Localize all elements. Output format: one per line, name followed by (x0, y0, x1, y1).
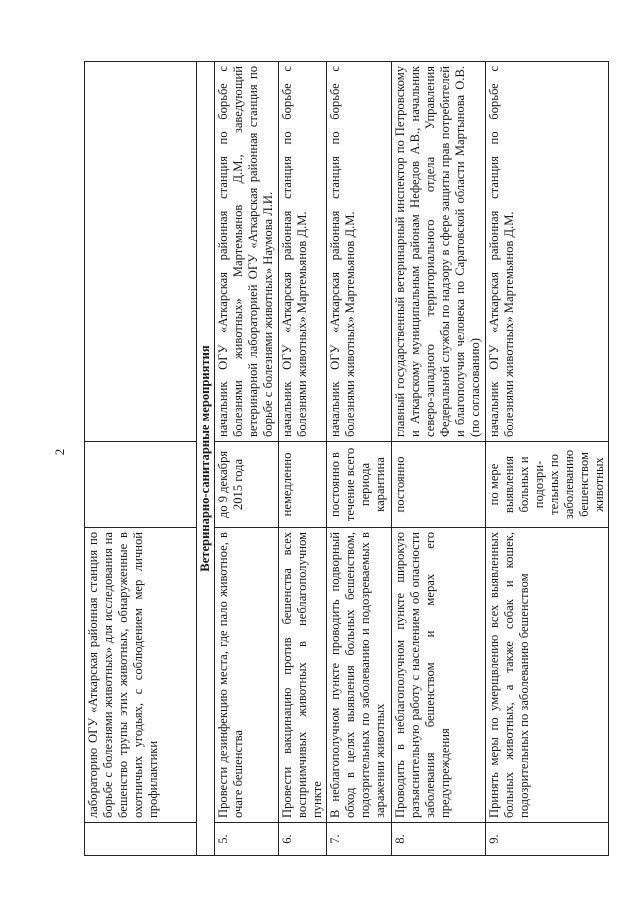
deadline-cell: немедленно (278, 442, 326, 528)
deadline-cell: постоянно в течение всего периода карантина (326, 442, 391, 528)
section-title: Ветеринарно-санитарные мероприятия (197, 62, 215, 856)
section-header-row (197, 62, 215, 856)
row-number: 8. (391, 823, 485, 856)
deadline-cell (85, 442, 197, 528)
row-number: 6. (278, 823, 326, 856)
deadline-cell: постоянно (391, 442, 485, 528)
responsible-cell: начальник ОГУ «Аткарская районная станция по борьбе с болезнями животных» Мартемьянов Д.М. (278, 62, 326, 442)
activity-cell: В неблагополучном пункте проводить подворный обход в целях выявления больных бешенством, подозрительных по заболеванию и подозреваемых в заражении животных (326, 528, 391, 823)
row-number: 7. (326, 823, 391, 856)
responsible-cell: начальник ОГУ «Аткарская районная станция по борьбе с болезнями животных» Мартемьянов Д.М. (485, 62, 609, 442)
row-number: 9. (485, 823, 609, 856)
responsible-cell (85, 62, 197, 442)
page-number: 2 (52, 448, 67, 456)
activity-cell: Провести вакцинацию против бешенства всех восприимчивых животных в неблагополучном пункте (278, 528, 326, 823)
rotated-table-sheet (84, 62, 607, 856)
table-row (391, 62, 485, 856)
activity-cell: Провести дезинфекцию места, где пало животное, в очаге бешенства (215, 528, 278, 823)
deadline-cell: до 9 декабря 2015 года (215, 442, 278, 528)
table-row (215, 62, 278, 856)
responsible-cell: начальник ОГУ «Аткарская районная станция по борьбе с болезнями животных» Мартемьянов Д.М. (326, 62, 391, 442)
measures-table (84, 61, 609, 856)
activity-cell: Принять меры по умерщвлению всех выявленных больных животных, а также собак и кошек, подозрительных по заболеванию бешенством (485, 528, 609, 823)
responsible-cell: главный государственный ветеринарный инспектор по Петровскому и Аткарскому муниципальным районам Нефедов А.В., начальник северо-западного территориального отдела Управления Федеральной службы по надзору в сфере защиты прав потребителей и благополучия человека по Саратовской области Мартынова О.В. (по согласованию) (391, 62, 485, 442)
row-number (85, 823, 197, 856)
table-row (326, 62, 391, 856)
table-row (485, 62, 609, 856)
table-row (85, 62, 197, 856)
activity-cell: Проводить в неблагополучном пункте широкую разъяснительную работу с населением об опасности заболевания бешенством и мерах его предупреждения (391, 528, 485, 823)
deadline-cell: по мере выявления больных и подозри-тельных по заболеванию бешенством животных (485, 442, 609, 528)
row-number: 5. (215, 823, 278, 856)
table-row (278, 62, 326, 856)
responsible-cell: начальник ОГУ «Аткарская районная станция по борьбе с болезнями животных» Мартемьянов Д.М., заведующий ветеринарной лабораторией ОГУ «Аткарская районная станция по борьбе с болезнями животных» Наумова Л.И. (215, 62, 278, 442)
activity-cell: лабораторию ОГУ «Аткарская районная станция по борьбе с болезнями животных» для исследования на бешенство трупы этих животных, обнаруженные в охотничьих угодьях, с соблюдением мер личной профилактики (85, 528, 197, 823)
